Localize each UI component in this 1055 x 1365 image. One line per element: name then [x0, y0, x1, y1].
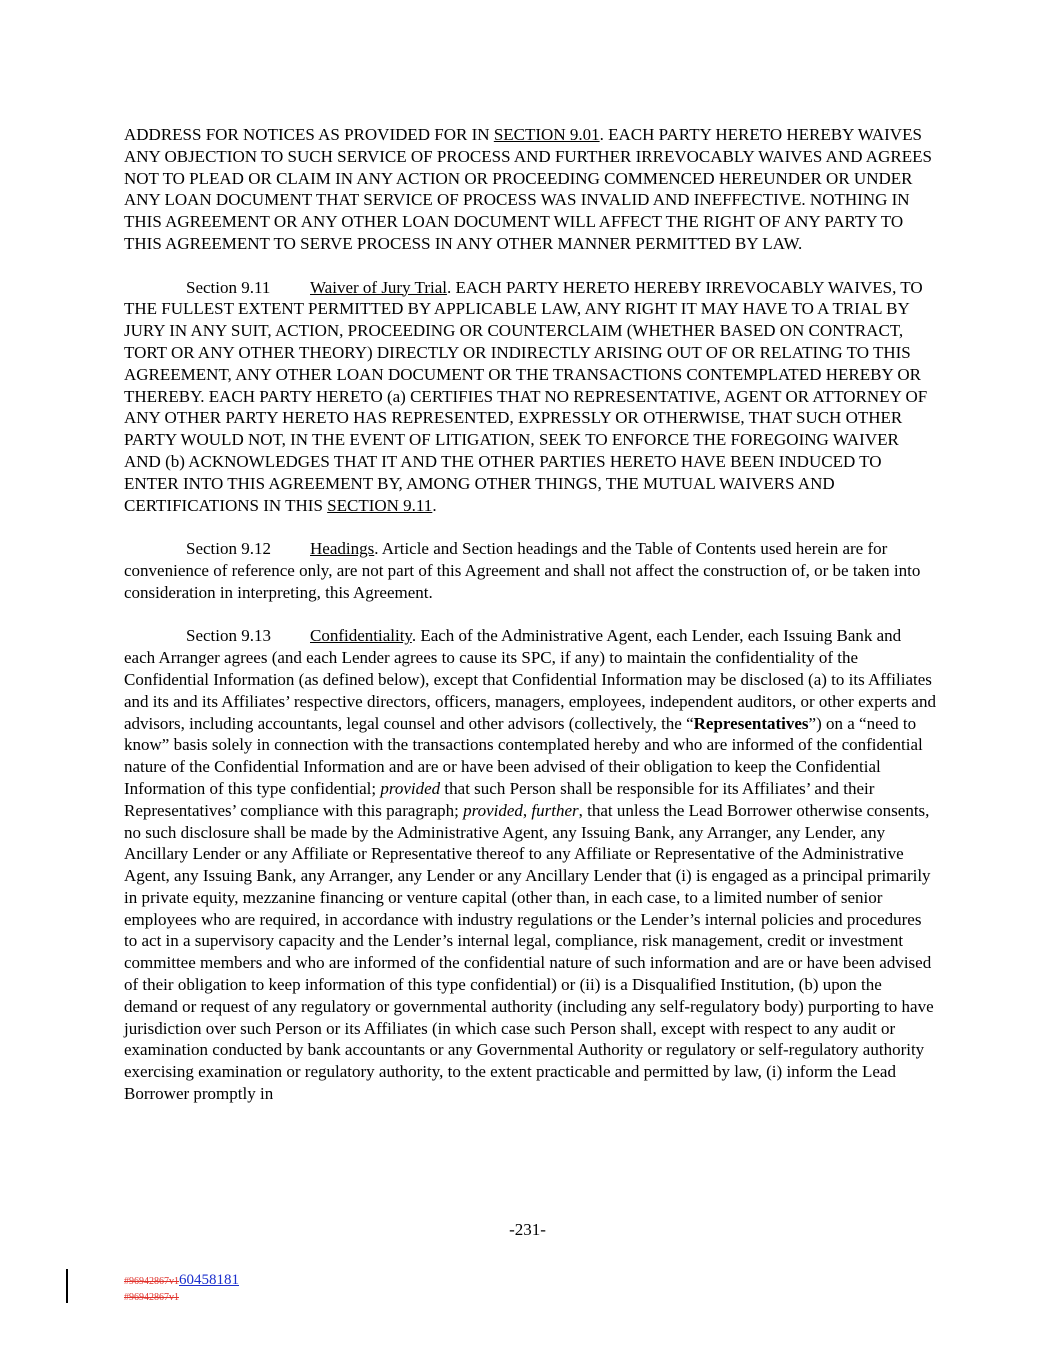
page-number: -231-	[509, 1220, 546, 1239]
section-9-11-reference: SECTION 9.11	[327, 495, 433, 515]
doc-id-inserted: 60458181	[179, 1272, 239, 1288]
section-9-12-heading: Headings	[310, 539, 375, 559]
provided-term-2: provided	[463, 800, 523, 820]
document-id-footer	[124, 1273, 239, 1305]
paragraph-intro: ADDRESS FOR NOTICES AS PROVIDED FOR IN SECTION 9.01. EACH PARTY HERETO HEREBY WAIVES ANY OBJECTION TO SUCH SERVICE OF PROCESS AND FURTHER IRREVOCABLY WAIVES AND AGREES NOT TO PLEAD OR CLAIM IN ANY ACTION OR PROCEEDING COMMENCED HEREUNDER OR UNDER ANY LOAN DOCUMENT THAT SERVICE OF PROCESS WAS INVALID AND INEFFECTIVE. NOTHING IN THIS AGREEMENT OR ANY OTHER LOAN DOCUMENT WILL AFFECT THE RIGHT OF ANY PARTY TO THIS AGREEMENT TO SERVE PROCESS IN ANY OTHER MANNER PERMITTED BY LAW.	[124, 125, 932, 253]
doc-id-deleted-2: #96942867v1	[124, 1292, 179, 1303]
section-9-13-paragraph: Section 9.13 Confidentiality. Each of the Administrative Agent, each Lender, each Issuing Bank and each Arranger agrees (and each Lender agrees to cause its SPC, if any) to maintain the confidentiality of the Confidential Information (as defined below), except that Confidential Information may be disclosed (a) to its Affiliates and its and its Affiliates’ respective directors, officers, managers, employees, independent auditors, or other experts and advisors, including accountants, legal counsel and other advisors (collectively, the “Representatives”) on a “need to know” basis solely in connection with the transactions contemplated hereby and who are informed of the confidential nature of the Confidential Information and are or have been advised of their obligation to keep the Confidential Information of this type confidential; provided that such Person shall be responsible for its Affiliates’ and their Representatives’ compliance with this paragraph; provided, further, that unless the Lead Borrower otherwise consents, no such disclosure shall be made by the Administrative Agent, any Issuing Bank, any Arranger, any Lender, any Ancillary Lender or any Affiliate or Representative thereof to any Affiliate or Representative of the Administrative Agent, any Issuing Bank, any Arranger, any Lender or any Ancillary Lender that (i) is engaged as a principal primarily in private equity, mezzanine financing or venture capital (other than, in each case, to a limited number of senior employees who are required, in accordance with industry regulations or the Lender’s internal policies and procedures to act in a supervisory capacity and the Lender’s internal legal, compliance, risk management, credit or investment committee members and who are informed of the confidential nature of such information and are or have been advised of their obligation to keep information of this type confidential) or (ii) is a Disqualified Institution, (b) upon the demand or request of any regulatory or governmental authority (including any self-regulatory body) purporting to have jurisdiction over such Person or its Affiliates (in which case such Person shall, except with respect to any audit or examination conducted by bank accountants or any Governmental Authority or regulatory or self-regulatory authority exercising examination or regulatory authority, to the extent practicable and permitted by law, (i) inform the Lead Borrower promptly in	[124, 626, 936, 1104]
section-9-13-heading: Confidentiality	[310, 626, 412, 646]
doc-id-deleted: #96942867v1	[124, 1276, 179, 1287]
section-9-12-paragraph: Section 9.12 Headings. Article and Section headings and the Table of Contents used herein are for convenience of reference only, are not part of this Agreement and shall not affect the construction of, or be taken into consideration in interpreting, this Agreement.	[124, 539, 921, 602]
section-9-11-paragraph: Section 9.11 Waiver of Jury Trial. EACH PARTY HERETO HEREBY IRREVOCABLY WAIVES, TO THE FULLEST EXTENT PERMITTED BY APPLICABLE LAW, ANY RIGHT IT MAY HAVE TO A TRIAL BY JURY IN ANY SUIT, ACTION, PROCEEDING OR COUNTERCLAIM (WHETHER BASED ON CONTRACT, TORT OR ANY OTHER THEORY) DIRECTLY OR INDIRECTLY ARISING OUT OF OR RELATING TO THIS AGREEMENT, ANY OTHER LOAN DOCUMENT OR THE TRANSACTIONS CONTEMPLATED HEREBY OR THEREBY. EACH PARTY HERETO (a) CERTIFIES THAT NO REPRESENTATIVE, AGENT OR ATTORNEY OF ANY OTHER PARTY HERETO HAS REPRESENTED, EXPRESSLY OR OTHERWISE, THAT SUCH OTHER PARTY WOULD NOT, IN THE EVENT OF LITIGATION, SEEK TO ENFORCE THE FOREGOING WAIVER AND (b) ACKNOWLEDGES THAT IT AND THE OTHER PARTIES HERETO HAVE BEEN INDUCED TO ENTER INTO THIS AGREEMENT BY, AMONG OTHER THINGS, THE MUTUAL WAIVERS AND CERTIFICATIONS IN THIS SECTION 9.11.	[124, 277, 928, 515]
further-term: further	[531, 800, 579, 820]
section-9-01-reference: SECTION 9.01	[493, 125, 600, 144]
section-9-12-number: Section 9.12	[186, 539, 271, 559]
section-9-13-number: Section 9.13	[186, 626, 271, 646]
section-9-11-heading: Waiver of Jury Trial	[310, 277, 447, 297]
provided-term: provided	[380, 778, 441, 798]
document-body	[124, 124, 936, 1127]
change-bar	[66, 1269, 68, 1303]
section-9-11-number: Section 9.11	[186, 277, 271, 297]
defined-term-representatives: Representatives	[693, 713, 809, 733]
